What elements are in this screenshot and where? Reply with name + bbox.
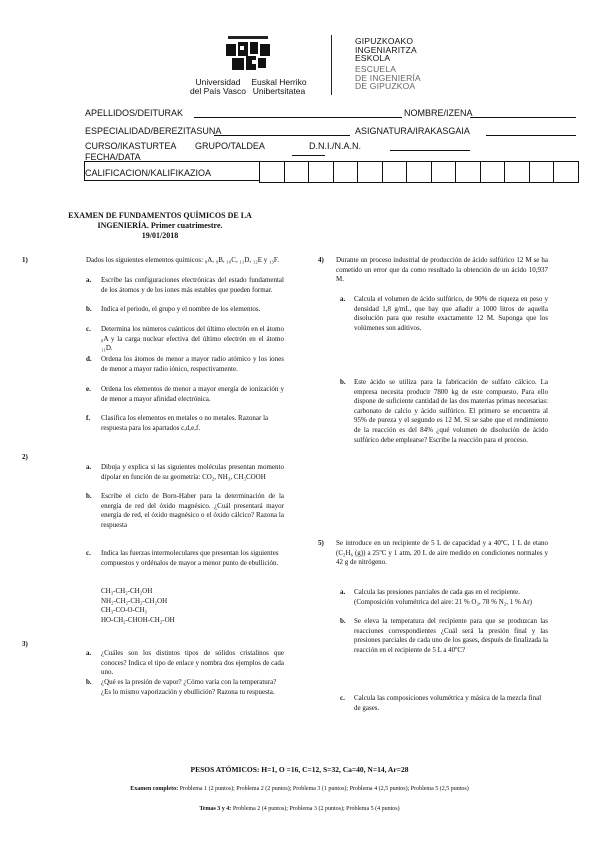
grupo-line[interactable] bbox=[292, 155, 325, 156]
curso-label: CURSO/IKASTURTEA bbox=[85, 141, 177, 151]
nombre-line[interactable] bbox=[470, 117, 576, 118]
q4-b: Este ácido se utiliza para la fabricación de sulfato cálcico. La empresa necesita producir 7800 kg de este compuesto. Para ello dispone de suficiente cantidad de las dos materias primas necesarias: carbonato de calcio y ácido sulfúrico. El primero se encuentra al 95% de pureza y el segundo es 12 M. Si se sabe que el rendimiento de la reacción es del 84% ¿qué volumen de disolución de ácido sulfúrico debe emplearse? Escribe la reacción para el proceso. bbox=[354, 378, 548, 444]
ehu-line2: Unibertsitatea bbox=[252, 86, 306, 96]
q4-intro: Durante un proceso industrial de producción de ácido sulfúrico 12 M se ha cometido un error que da como resultado la obtención de un ácido 10,937 M. bbox=[336, 256, 548, 284]
q2-number: 2) bbox=[22, 453, 28, 461]
grade-cell[interactable] bbox=[284, 161, 310, 183]
exam-title-line2: INGENIERÍA. Primer cuatrimestre. bbox=[97, 221, 223, 230]
esc-line-2: DE INGENIERÍA bbox=[355, 72, 421, 83]
grupo-label: GRUPO/TALDEA bbox=[195, 141, 265, 151]
temas-text: Problema 2 (4 puntos); Problema 3 (2 puntos); Problema 5 (4 puntos) bbox=[232, 806, 400, 812]
scoring-temas bbox=[0, 805, 599, 813]
gip-line-3: ESKOLA bbox=[355, 53, 391, 63]
compound-2: NH₂-CH₂-CH₂-CH₂OH bbox=[101, 596, 168, 605]
q5-a: Calcula las presiones parciales de cada gas en el recipiente. (Composición volumétrica del aire: 21 % O₂, 78 % N₂, 1 % Ar) bbox=[354, 588, 532, 606]
asignatura-label: ASIGNATURA/IRAKASGAIA bbox=[355, 126, 470, 136]
q2-compounds bbox=[101, 587, 284, 625]
calificacion-label: CALIFICACION/KALIFIKAZIOA bbox=[85, 168, 212, 178]
grade-cell[interactable] bbox=[382, 161, 408, 183]
header-divider bbox=[331, 35, 332, 95]
fecha-label: FECHA/DATA bbox=[85, 152, 141, 162]
q1-f: Clasifica los elementos en metales o no metales. Razonar la respuesta para los apartados c,d,e,f. bbox=[101, 414, 269, 432]
gipuzkoa-eskola-name bbox=[355, 37, 417, 63]
q1-d: Ordena los átomos de menor a mayor radio atómico y los iones de menor a mayor radio iónico, respectivamente. bbox=[101, 355, 284, 373]
apellidos-label: APELLIDOS/DEITURAK bbox=[85, 108, 184, 118]
completo-label: Examen completo: bbox=[130, 786, 179, 792]
calificacion-label-box bbox=[84, 161, 260, 181]
ehu-line1: Euskal Herriko bbox=[251, 77, 307, 87]
q1-b: Indica el periodo, el grupo y el nombre de los elementos. bbox=[101, 305, 261, 313]
q3-b: ¿Qué es la presión de vapor? ¿Cómo varía con la temperatura? ¿Es lo mismo vaporización y ebullición? Razona tu respuesta. bbox=[101, 678, 277, 696]
upv-name bbox=[188, 78, 248, 96]
q3-number: 3) bbox=[22, 640, 28, 648]
q2-a: Dibuja y explica si las siguientes moléculas presentan momento dipolar en función de su geometría: CO₂, NH₃, CH₃COOH bbox=[101, 463, 284, 481]
grade-cell[interactable] bbox=[480, 161, 506, 183]
esc-line-1: ESCUELA bbox=[355, 64, 397, 74]
q1-intro: Dados los siguientes elementos químicos: ₈A, ₉B, ₁₀C, ₁₁D, ₁₂E y ₁₃F. bbox=[86, 256, 280, 264]
grade-cell[interactable] bbox=[553, 161, 579, 183]
ehu-name bbox=[246, 78, 312, 96]
especialidad-label: ESPECIALIDAD/BEREZITASUNA bbox=[85, 126, 222, 136]
esc-line-3: DE GIPUZKOA bbox=[355, 81, 416, 91]
grade-cell[interactable] bbox=[259, 161, 285, 183]
exam-title-line1: EXAMEN DE FUNDAMENTOS QUÍMICOS DE LA bbox=[68, 211, 252, 220]
grade-cell[interactable] bbox=[455, 161, 481, 183]
q4-a: Calcula el volumen de ácido sulfúrico, de 90% de riqueza en peso y densidad 1,8 g/mL, que hay que añadir a 1000 litros de aquella disolución para que resulte exactamente 12 M. Suponga que los volúmenes son aditivos. bbox=[354, 295, 548, 332]
dni-label: D.N.I./N.A.N. bbox=[309, 141, 362, 151]
q5-number: 5) bbox=[318, 539, 324, 547]
q3-a: ¿Cuáles son los distintos tipos de sólidos cristalinos que conoces? Indica el tipo de enlace y nombra dos ejemplos de cada uno. bbox=[101, 649, 284, 677]
completo-text: Problema 1 (2 puntos); Problema 2 (2 puntos); Problema 3 (1 puntos); Problema 4 (2,5 puntos); Problema 5 (2,5 puntos) bbox=[179, 786, 469, 792]
upv-line2: del País Vasco bbox=[189, 86, 247, 96]
grade-cell[interactable] bbox=[406, 161, 432, 183]
upv-line1: Universidad bbox=[195, 77, 241, 87]
compound-3: CH₃-CO-O-CH₃ bbox=[101, 606, 148, 615]
scoring-complete bbox=[0, 785, 599, 793]
upv-ehu-logo bbox=[226, 36, 270, 72]
asignatura-line[interactable] bbox=[486, 135, 576, 136]
grade-cell[interactable] bbox=[357, 161, 383, 183]
compound-4: HO-CH₂-CHOH-CH₂-OH bbox=[101, 615, 175, 624]
exam-date: 19/01/2018 bbox=[141, 231, 179, 240]
grade-cell[interactable] bbox=[431, 161, 457, 183]
q5-c: Calcula las composiciones volumétrica y másica de la mezcla final de gases. bbox=[354, 694, 542, 712]
q2-c: Indica las fuerzas intermoleculares que presentan los siguientes compuestos y ordénalos de mayor a menor punto de ebullición. bbox=[101, 549, 279, 567]
q1-a: Escribe las configuraciones electrónicas del estado fundamental de los átomos y de los iones más estables que pueden formar. bbox=[101, 276, 284, 294]
q5-b: Se eleva la temperatura del recipiente para que se produzcan las reacciones correspondientes ¿Cuál será la presión final y las presiones parciales de cada uno de los gases, después de finalizada la reacción en el recipiente de 5 L a 40ºC? bbox=[354, 617, 548, 654]
calificacion-grid bbox=[260, 161, 579, 183]
especialidad-line[interactable] bbox=[214, 135, 350, 136]
q2-b: Escribe el ciclo de Born-Haber para la determinación de la energía de red del óxido magnésico. ¿Cuál presentará mayor energía de red, el óxido magnésico o el óxido cálcico? Razona la respuesta bbox=[101, 492, 284, 529]
grade-cell[interactable] bbox=[308, 161, 334, 183]
nombre-label: NOMBRE/IZENA bbox=[404, 108, 473, 118]
grade-cell[interactable] bbox=[529, 161, 555, 183]
dni-line[interactable] bbox=[390, 150, 470, 151]
escuela-gipuzkoa-name bbox=[355, 65, 421, 91]
grade-cell[interactable] bbox=[333, 161, 359, 183]
grade-cell[interactable] bbox=[504, 161, 530, 183]
q1-c: Determina los números cuánticos del último electrón en el átomo ₈A y la carga nuclear efectiva del último electrón en el átomo ₁₁D. bbox=[101, 325, 284, 353]
temas-label: Temas 3 y 4: bbox=[199, 806, 232, 812]
compound-1: CH₃-CH₂-CH₂OH bbox=[101, 587, 153, 595]
apellidos-line[interactable] bbox=[194, 117, 402, 118]
pesos-atomicos: PESOS ATÓMICOS: H=1, O =16, C=12, S=32, Ca=40, N=14, Ar=28 bbox=[190, 765, 409, 774]
gip-line-1: GIPUZKOAKO bbox=[355, 36, 414, 46]
gip-line-2: INGENIARITZA bbox=[355, 44, 417, 55]
q1-e: Ordena los elementos de menor a mayor energía de ionización y de menor a mayor afinidad electrónica. bbox=[101, 385, 284, 403]
q5-intro: Se introduce en un recipiente de 5 L de capacidad y a 40ºC, 1 L de etano (C₂H₆ (g)) a 25ºC y 1 atm, 20 L de aire medido en condiciones normales y 42 g de nitrógeno. bbox=[336, 539, 548, 567]
q1-number: 1) bbox=[22, 256, 28, 264]
exam-title bbox=[40, 211, 280, 241]
q4-number: 4) bbox=[318, 256, 324, 264]
